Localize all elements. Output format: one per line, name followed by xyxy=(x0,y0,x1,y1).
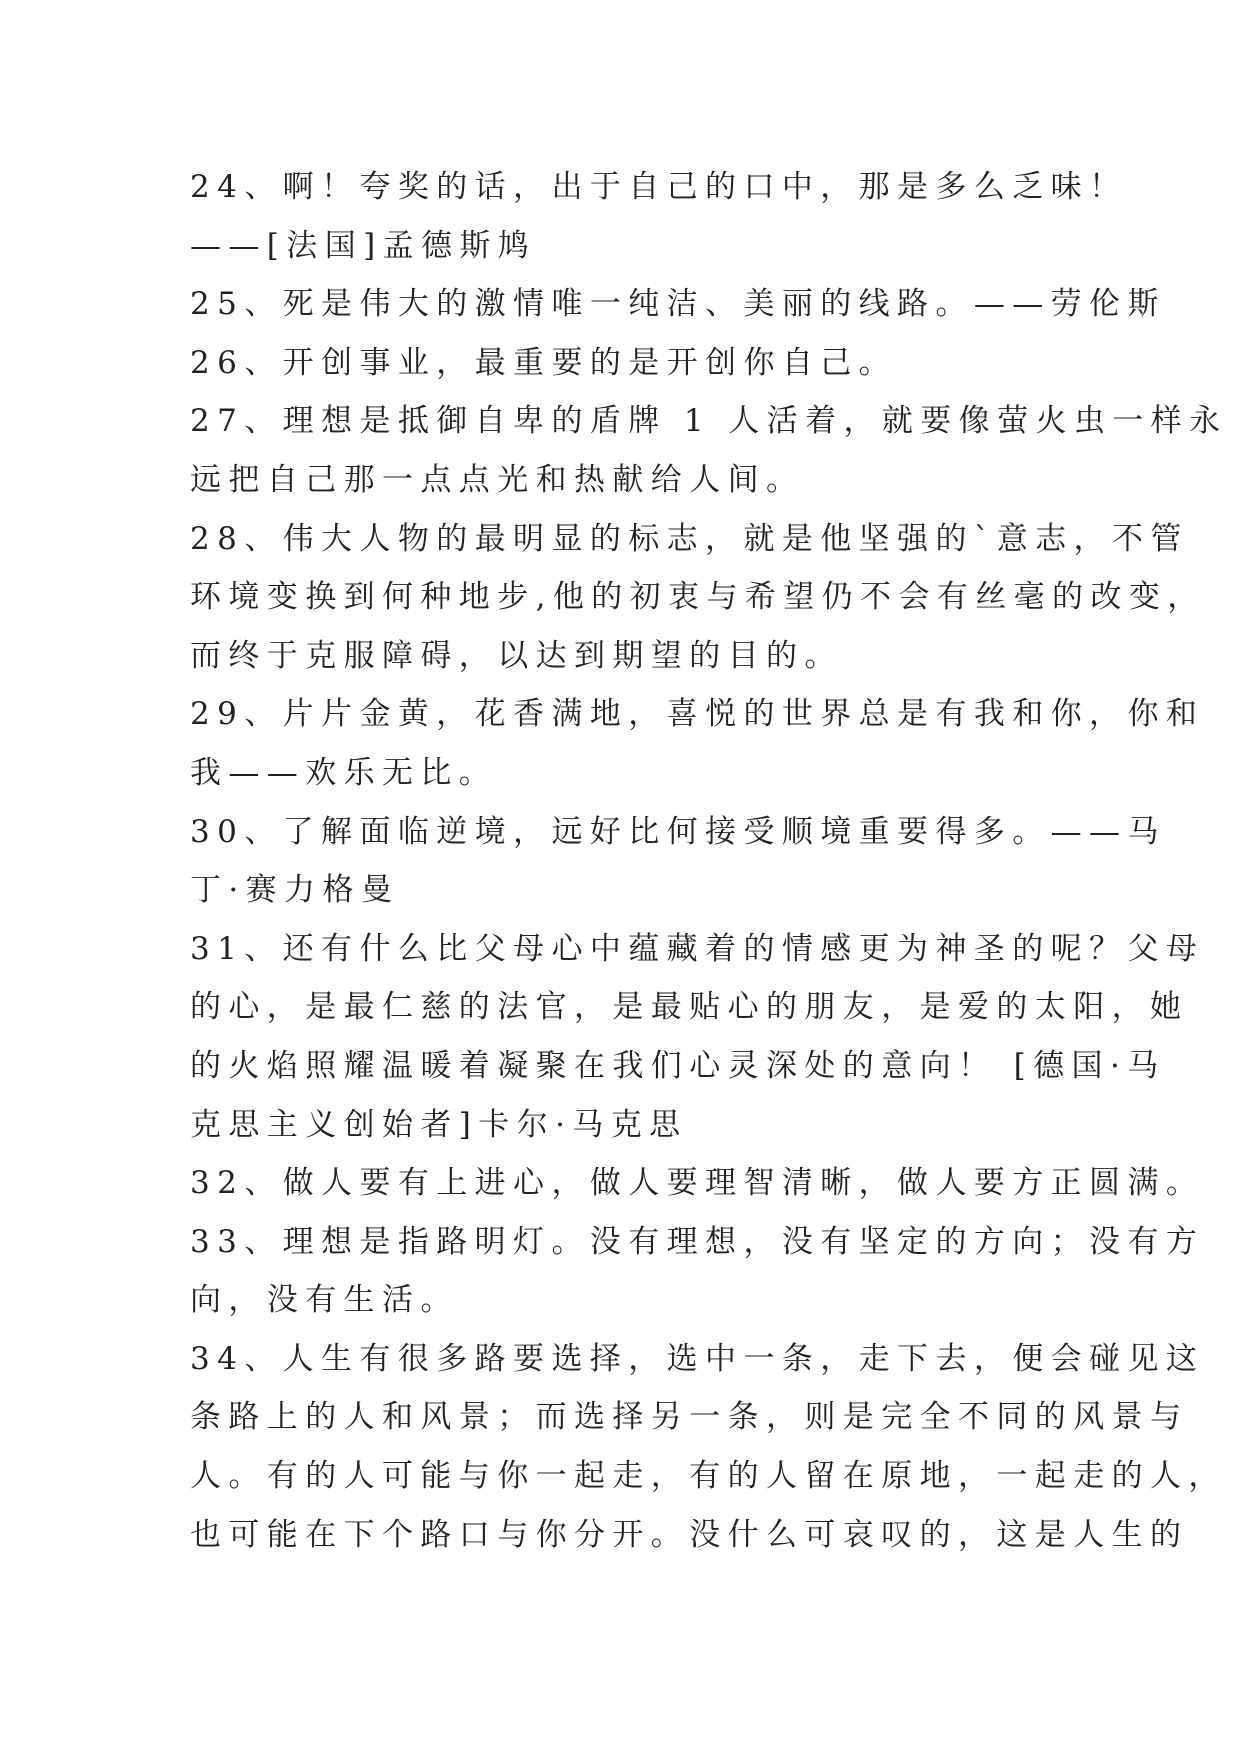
text-line: 丁·赛力格曼 xyxy=(190,872,400,909)
text-line: 31、还有什么比父母心中蕴藏着的情感更为神圣的呢？父母 xyxy=(190,930,1205,967)
text-line: 条路上的人和风景；而选择另一条，则是完全不同的风景与 xyxy=(190,1399,1189,1436)
text-line: ——[法国]孟德斯鸠 xyxy=(190,227,537,264)
text-line: 向，没有生活。 xyxy=(190,1282,459,1319)
text-line: 克思主义创始者]卡尔·马克思 xyxy=(190,1106,688,1143)
text-line: 而终于克服障碍，以达到期望的目的。 xyxy=(190,637,843,674)
text-line: 我——欢乐无比。 xyxy=(190,754,498,791)
text-line: 29、片片金黄，花香满地，喜悦的世界总是有我和你，你和 xyxy=(190,696,1205,733)
text-line: 人。有的人可能与你一起走，有的人留在原地，一起走的人， xyxy=(190,1458,1227,1495)
text-line: 25、死是伟大的激情唯一纯洁、美丽的线路。——劳伦斯 xyxy=(190,286,1166,323)
text-line: 27、理想是抵御自卑的盾牌 1 人活着，就要像萤火虫一样永 xyxy=(190,403,1228,440)
text-line: 也可能在下个路口与你分开。没什么可哀叹的，这是人生的 xyxy=(190,1516,1189,1553)
text-line: 26、开创事业，最重要的是开创你自己。 xyxy=(190,344,898,381)
text-line: 32、做人要有上进心，做人要理智清晰，做人要方正圆满。 xyxy=(190,1165,1205,1202)
text-line: 环境变换到何种地步,他的初衷与希望仍不会有丝毫的改变， xyxy=(190,579,1206,616)
text-line: 30、了解面临逆境，远好比何接受顺境重要得多。——马 xyxy=(190,813,1166,850)
document-body xyxy=(190,158,1228,1564)
text-line: 24、啊！夸奖的话，出于自己的口中，那是多么乏味！ xyxy=(190,169,1128,205)
text-line: 28、伟大人物的最明显的标志，就是他坚强的`意志，不管 xyxy=(190,520,1189,557)
text-line: 的火焰照耀温暖着凝聚在我们心灵深处的意向！ [德国·马 xyxy=(190,1047,1166,1084)
text-line: 34、人生有很多路要选择，选中一条，走下去，便会碰见这 xyxy=(190,1340,1205,1377)
text-line: 远把自己那一点点光和热献给人间。 xyxy=(190,461,805,498)
text-line: 33、理想是指路明灯。没有理想，没有坚定的方向；没有方 xyxy=(190,1223,1205,1260)
text-line: 的心，是最仁慈的法官，是最贴心的朋友，是爱的太阳，她 xyxy=(190,989,1189,1026)
